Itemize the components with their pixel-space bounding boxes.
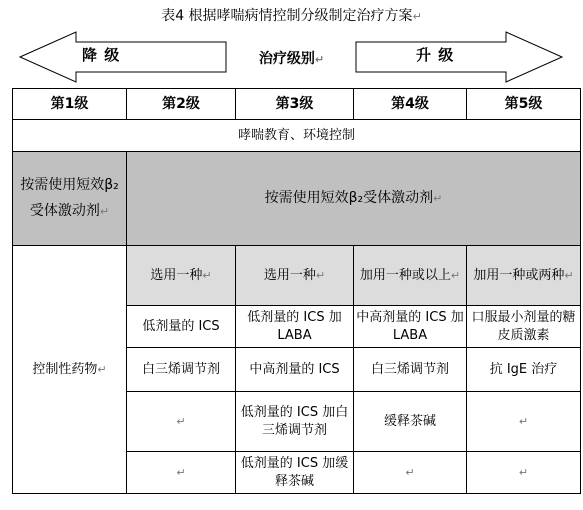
step-down-label: 降 级 (82, 46, 121, 64)
drug-cell: 缓释茶碱 (354, 392, 467, 452)
empty-cell: ↵ (354, 452, 467, 494)
drug-cell: 白三烯调节剂 (127, 348, 236, 392)
right-arrow-icon (354, 30, 564, 84)
empty-cell: ↵ (127, 392, 236, 452)
drug-cell: 口服最小剂量的糖皮质激素 (467, 306, 581, 348)
drug-cell: 低剂量的 ICS 加白三烯调节剂 (236, 392, 354, 452)
reliever-level-1-cell: 按需使用短效β₂受体激动剂↵ (13, 152, 127, 246)
level-header-row (13, 89, 581, 120)
level-3-header: 第3级 (236, 89, 354, 120)
controller-label-cell: 控制性药物↵ (13, 246, 127, 494)
reliever-row (13, 152, 581, 246)
choose-header-level-3: 选用一种↵ (236, 246, 354, 306)
choose-header-level-2: 选用一种↵ (127, 246, 236, 306)
level-2-header: 第2级 (127, 89, 236, 120)
drug-cell: 白三烯调节剂 (354, 348, 467, 392)
education-row (13, 120, 581, 152)
drug-cell: 低剂量的 ICS 加 LABA (236, 306, 354, 348)
choose-header-level-5: 加用一种或两种↵ (467, 246, 581, 306)
choose-header-level-4: 加用一种或以上↵ (354, 246, 467, 306)
treatment-level-title: 治疗级别↵ (258, 51, 325, 67)
level-1-header: 第1级 (13, 89, 127, 120)
level-5-header: 第5级 (467, 89, 581, 120)
step-up-label: 升 级 (416, 46, 455, 64)
choose-header-row (13, 246, 581, 306)
drug-cell: 低剂量的 ICS (127, 306, 236, 348)
drug-cell: 中高剂量的 ICS (236, 348, 354, 392)
step-up-arrow (354, 30, 564, 84)
empty-cell: ↵ (467, 392, 581, 452)
treatment-table (12, 88, 581, 494)
table-caption: 表4 根据哮喘病情控制分级制定治疗方案↵ (161, 8, 422, 24)
empty-cell: ↵ (467, 452, 581, 494)
drug-cell: 低剂量的 ICS 加缓释茶碱 (236, 452, 354, 494)
drug-cell: 抗 IgE 治疗 (467, 348, 581, 392)
level-4-header: 第4级 (354, 89, 467, 120)
education-cell: 哮喘教育、环境控制 (13, 120, 581, 152)
empty-cell: ↵ (127, 452, 236, 494)
reliever-levels-2-5-cell: 按需使用短效β₂受体激动剂↵ (127, 152, 581, 246)
drug-cell: 中高剂量的 ICS 加 LABA (354, 306, 467, 348)
